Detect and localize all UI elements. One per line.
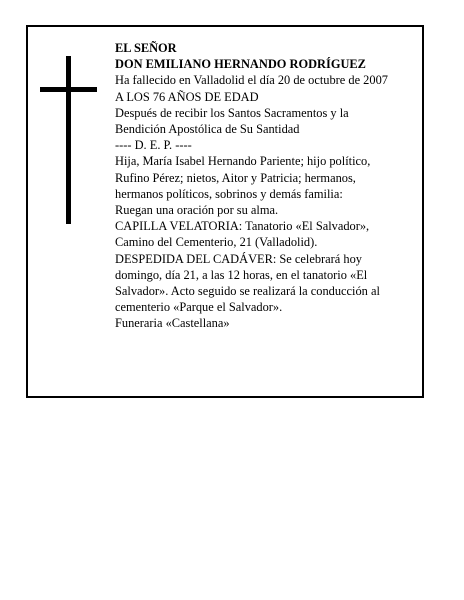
death-line: Ha fallecido en Valladolid el día 20 de octubre de 2007 (115, 73, 388, 88)
sacraments-line-2: Bendición Apostólica de Su Santidad (115, 122, 300, 137)
chapel-line-2: Camino del Cementerio, 21 (Valladolid). (115, 235, 318, 250)
family-line-3: hermanos políticos, sobrinos y demás familia: (115, 186, 343, 201)
cross-vertical-bar (66, 56, 71, 224)
farewell-line-3: Salvador». Acto seguido se realizará la conducción al (115, 284, 380, 299)
age-line: A LOS 76 AÑOS DE EDAD (115, 89, 259, 104)
family-line-1: Hija, María Isabel Hernando Pariente; hijo político, (115, 154, 371, 169)
cross-horizontal-bar (40, 87, 97, 92)
prayer-line: Ruegan una oración por su alma. (115, 203, 279, 218)
obituary-notice (26, 25, 424, 398)
deceased-name: DON EMILIANO HERNANDO RODRÍGUEZ (115, 57, 366, 72)
chapel-line-1: CAPILLA VELATORIA: Tanatorio «El Salvador», (115, 219, 370, 234)
obituary-text (115, 40, 415, 332)
farewell-line-4: cementerio «Parque el Salvador». (115, 300, 283, 315)
farewell-line-1: DESPEDIDA DEL CADÁVER: Se celebrará hoy (115, 251, 362, 266)
funeral-home: Funeraria «Castellana» (115, 316, 230, 331)
sacraments-line-1: Después de recibir los Santos Sacramentos y la (115, 105, 349, 120)
rip-line: ---- D. E. P. ---- (115, 138, 192, 153)
notice-heading: EL SEÑOR (115, 41, 177, 55)
farewell-line-2: domingo, día 21, a las 12 horas, en el tanatorio «El (115, 267, 368, 282)
family-line-2: Rufino Pérez; nietos, Aitor y Patricia; hermanos, (115, 170, 356, 185)
